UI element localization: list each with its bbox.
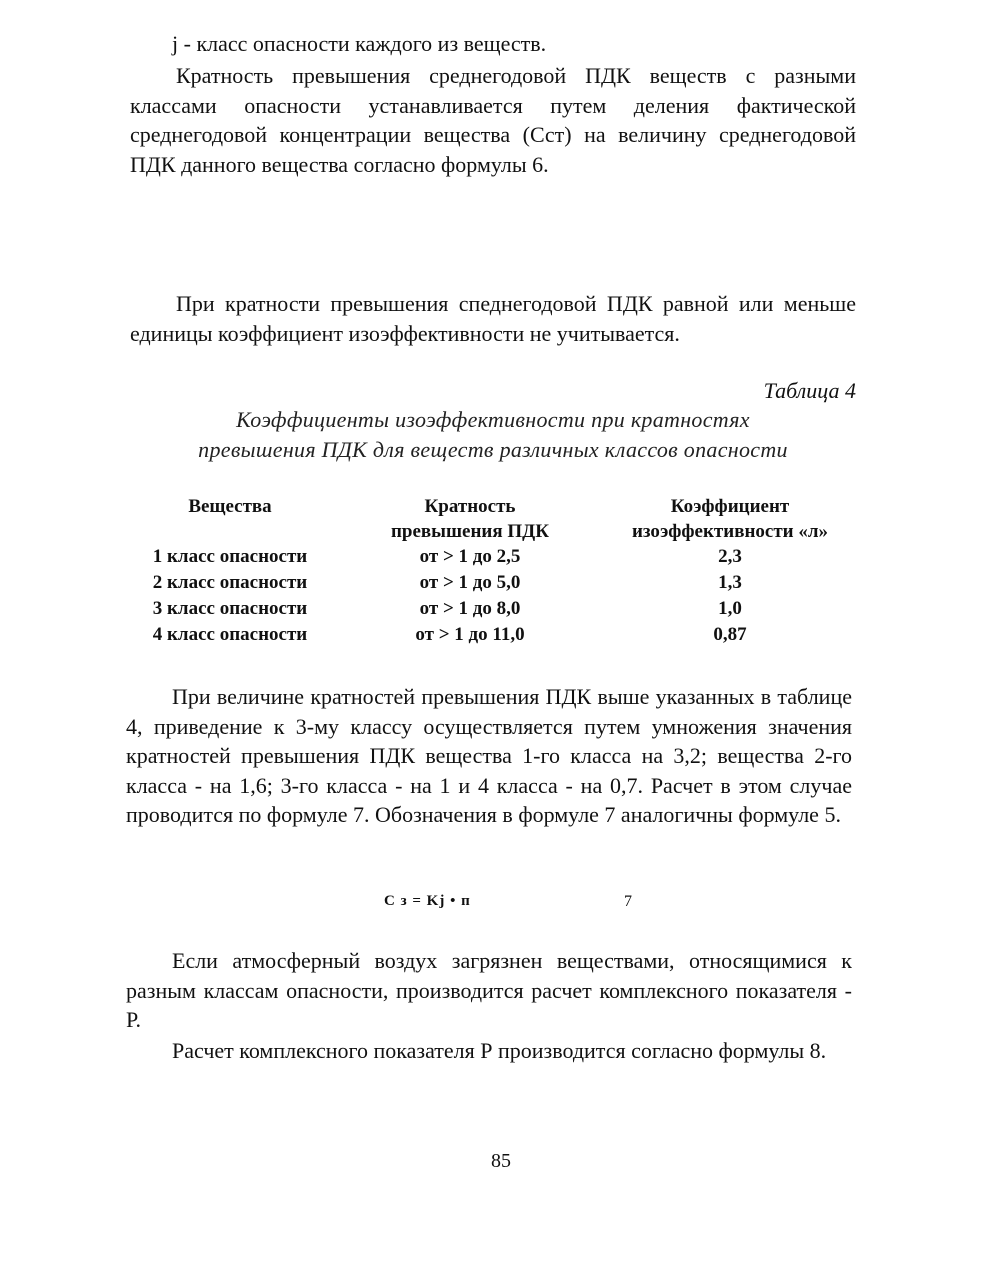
table-caption-line2: превышения ПДК для веществ различных классов опасности	[198, 437, 788, 462]
cell-substance: 4 класс опасности	[152, 624, 308, 645]
header-coef	[620, 494, 840, 544]
header-coef-line2: изоэффективности «л»	[631, 521, 829, 542]
first-line: j - класс опасности каждого из веществ.	[172, 31, 547, 56]
page-number: 85	[491, 1150, 511, 1172]
formula-7-number: 7	[624, 893, 632, 910]
header-ratio	[320, 494, 620, 544]
cell-ratio: от > 1 до 11,0	[415, 624, 525, 645]
coefficient-table	[140, 494, 840, 648]
table-number: Таблица 4	[763, 378, 856, 403]
cell-substance: 1 класс опасности	[152, 546, 308, 567]
paragraph-1: Кратность превышения среднегодовой ПДК веществ с разными классами опасности устанавливается путем деления фактической среднегодовой концентрации вещества (Сст) на величину среднегодовой ПДК данного вещества согласно формулы 6.	[130, 63, 856, 177]
cell-coef: 2,3	[718, 546, 742, 567]
table-header-row	[140, 494, 840, 544]
cell-coef: 1,3	[718, 572, 742, 593]
header-ratio-line1: Кратность	[424, 496, 516, 517]
cell-ratio: от > 1 до 5,0	[419, 572, 521, 593]
header-ratio-line2: превышения ПДК	[390, 521, 550, 542]
formula-7: С з = Kj • п	[384, 893, 471, 909]
cell-substance: 2 класс опасности	[152, 572, 308, 593]
table-row	[140, 544, 840, 570]
header-coef-line1: Коэффициент	[670, 496, 790, 517]
table-caption-line1: Коэффициенты изоэффективности при кратностях	[236, 407, 750, 432]
table-row	[140, 570, 840, 596]
cell-ratio: от > 1 до 2,5	[419, 546, 521, 567]
paragraph-3: При величине кратностей превышения ПДК выше указанных в таблице 4, приведение к 3-му классу осуществляется путем умножения значения кратностей превышения ПДК вещества 1-го класса на 3,2; вещества 2-го класса - на 1,6; 3-го класса - на 1 и 4 класса - на 0,7. Расчет в этом случае проводится по формуле 7. Обозначения в формуле 7 аналогичны формуле 5.	[126, 684, 852, 827]
table-row	[140, 596, 840, 622]
table-row	[140, 622, 840, 648]
paragraph-4: Если атмосферный воздух загрязнен веществами, относящимися к разным классам опасности, производится расчет комплексного показателя - Р.	[126, 948, 852, 1032]
paragraph-5: Расчет комплексного показателя Р производится согласно формулы 8.	[172, 1038, 827, 1063]
cell-coef: 0,87	[713, 624, 747, 645]
header-substances	[140, 494, 320, 544]
cell-coef: 1,0	[718, 598, 742, 619]
cell-substance: 3 класс опасности	[152, 598, 308, 619]
paragraph-2: При кратности превышения спеднегодовой ПДК равной или меньше единицы коэффициент изоэффективности не учитывается.	[130, 291, 856, 346]
cell-ratio: от > 1 до 8,0	[419, 598, 521, 619]
header-substances-label: Вещества	[188, 496, 272, 517]
